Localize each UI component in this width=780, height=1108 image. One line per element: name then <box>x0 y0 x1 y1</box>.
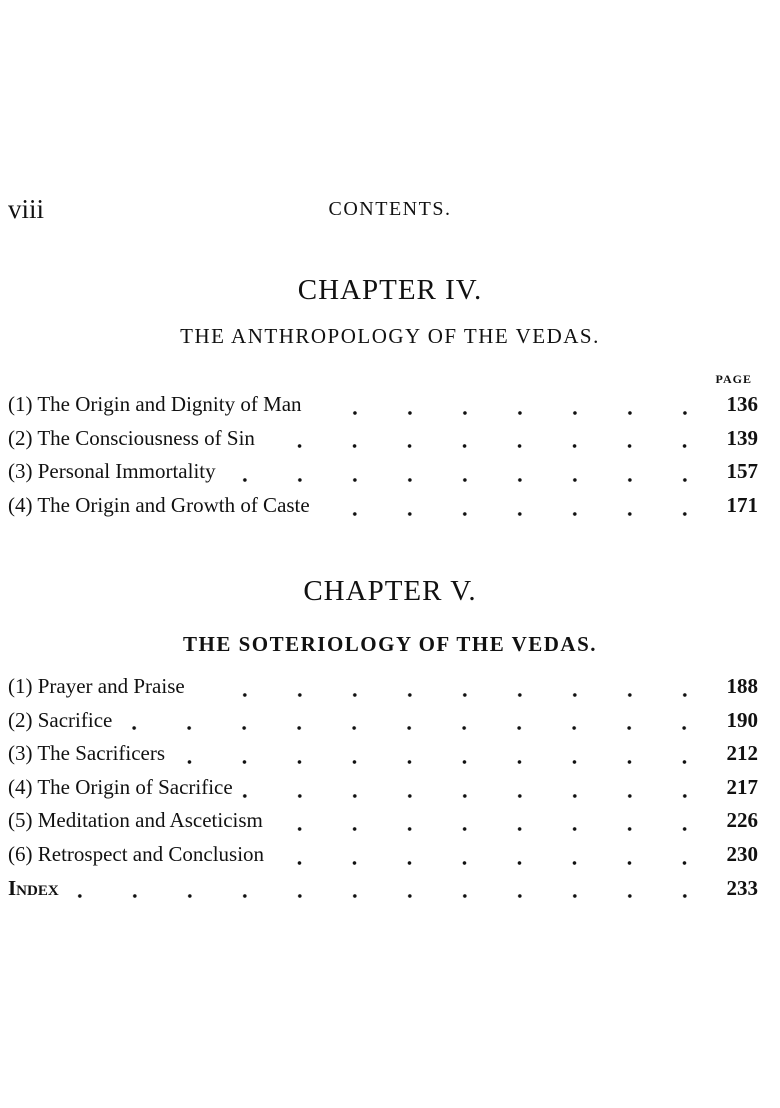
dot-leader <box>271 826 712 832</box>
toc-entry[interactable] <box>8 842 758 876</box>
running-title: CONTENTS. <box>328 198 452 220</box>
entry-page: 136 <box>726 392 758 416</box>
toc-entry[interactable] <box>8 808 758 842</box>
chapter-title: CHAPTER IV. <box>297 274 483 306</box>
entry-label: (2) Sacrifice <box>8 707 113 732</box>
entry-page: 190 <box>726 707 758 732</box>
entry-page: 139 <box>726 425 758 450</box>
entry-label: (5) Meditation and Asceticism <box>8 808 263 833</box>
entry-page: 217 <box>726 774 758 799</box>
toc-entry[interactable] <box>8 674 758 708</box>
entry-label: (6) Retrospect and Conclusion <box>8 841 265 866</box>
toc-entry[interactable] <box>8 493 758 527</box>
chapter-5-entries <box>8 674 758 909</box>
chapter-4-entries <box>8 392 758 526</box>
entry-page: 171 <box>726 492 758 517</box>
entry-label: (4) The Origin and Growth of Caste <box>8 492 310 517</box>
dot-leader <box>318 511 712 517</box>
toc-entry[interactable] <box>8 708 758 742</box>
entry-label: (1) The Origin and Dignity of Man <box>8 392 302 416</box>
dot-leader <box>173 759 712 765</box>
entry-label: (3) Personal Immortality <box>8 459 216 484</box>
entry-label: (3) The Sacrificers <box>8 741 166 766</box>
dot-leader <box>263 443 712 449</box>
dot-leader <box>120 725 712 731</box>
entry-label: Index <box>8 875 59 900</box>
entry-label: (1) Prayer and Praise <box>8 674 185 698</box>
page-number: viii <box>8 194 45 224</box>
chapter-subtitle: THE ANTHROPOLOGY OF THE VEDAS. <box>180 324 600 348</box>
toc-entry[interactable] <box>8 741 758 775</box>
toc-entry[interactable] <box>8 459 758 493</box>
entry-page: 226 <box>726 808 758 833</box>
dot-leader <box>224 477 712 483</box>
chapter-subtitle: THE SOTERIOLOGY OF THE VEDAS. <box>182 632 597 656</box>
entry-label: (4) The Origin of Sacrifice <box>8 774 233 799</box>
entry-page: 212 <box>726 741 758 766</box>
entry-page: 230 <box>726 841 758 866</box>
toc-entry[interactable] <box>8 426 758 460</box>
dot-leader <box>193 692 712 698</box>
dot-leader <box>310 410 712 416</box>
entry-label: (2) The Consciousness of Sin <box>8 425 255 450</box>
toc-entry[interactable] <box>8 392 758 426</box>
entry-page: 157 <box>726 459 758 484</box>
entry-page: 233 <box>726 875 758 900</box>
dot-leader <box>67 893 712 899</box>
toc-entry[interactable] <box>8 775 758 809</box>
page-column-label: PAGE <box>715 372 752 386</box>
entry-page: 188 <box>726 674 758 698</box>
dot-leader <box>241 793 712 799</box>
chapter-title: CHAPTER V. <box>303 575 477 607</box>
toc-entry-index[interactable] <box>8 876 758 910</box>
dot-leader <box>272 860 712 866</box>
